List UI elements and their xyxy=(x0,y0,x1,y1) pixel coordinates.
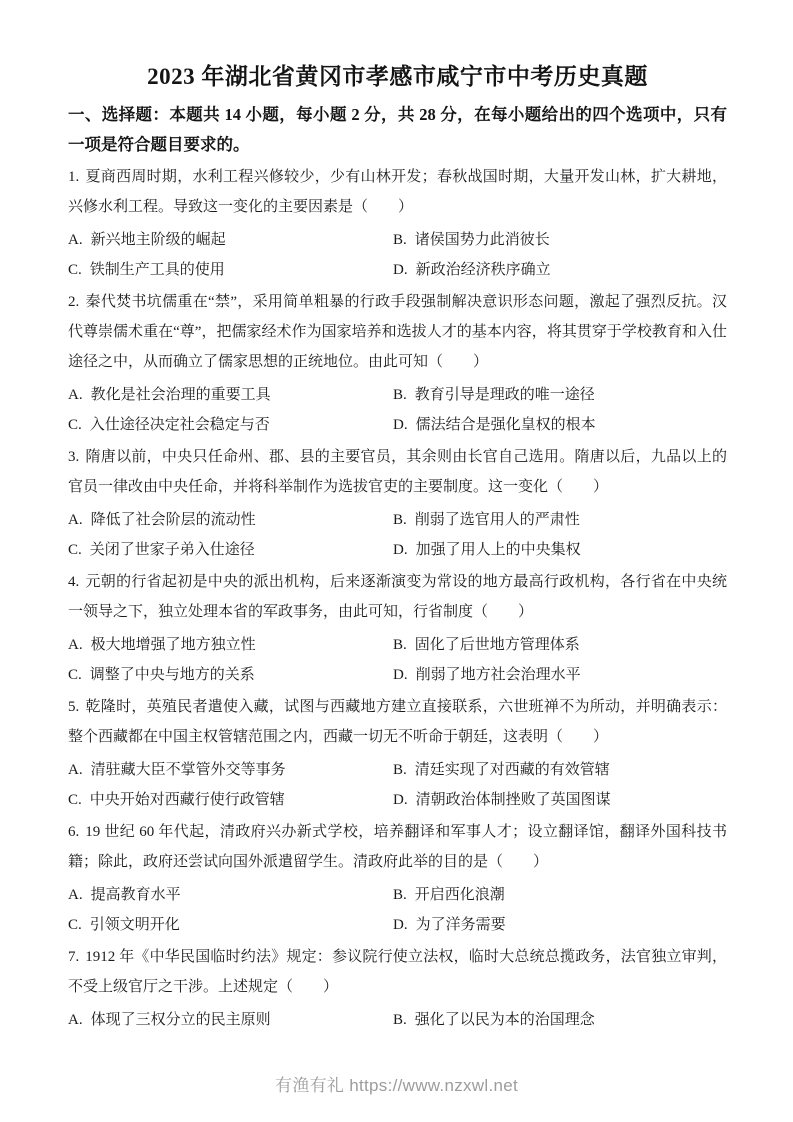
question-text xyxy=(68,567,727,627)
question-7 xyxy=(68,942,727,1035)
option-text: 关闭了世家子弟入仕途径 xyxy=(89,542,255,558)
option-text: 提高教育水平 xyxy=(90,887,181,903)
question-text xyxy=(68,442,727,502)
option-1a xyxy=(68,225,393,255)
option-text: 为了洋务需要 xyxy=(415,917,506,933)
option-text: 开启西化浪潮 xyxy=(414,887,505,903)
option-label: D. xyxy=(393,417,408,433)
option-label: D. xyxy=(393,917,408,933)
question-number: 5. xyxy=(68,699,80,715)
options-grid xyxy=(68,225,727,285)
option-label: A. xyxy=(68,387,83,403)
option-text: 降低了社会阶层的流动性 xyxy=(90,512,256,528)
option-4c xyxy=(68,660,393,690)
question-1 xyxy=(68,162,727,285)
option-text: 削弱了选官用人的严肃性 xyxy=(414,512,580,528)
option-text: 入仕途径决定社会稳定与否 xyxy=(89,417,270,433)
question-stem: 秦代焚书坑儒重在“禁”，采用简单粗暴的行政手段强制解决意识形态问题，激起了强烈反抗。汉代尊崇儒术重在“尊”，把儒家经术作为国家培养和选拔人才的基本内容，将其贯穿于学校教育和入仕途径之中，从而确立了儒家思想的正统地位。由此可知（ ） xyxy=(68,294,727,370)
question-number: 2. xyxy=(68,294,80,310)
option-3a xyxy=(68,505,393,535)
option-label: C. xyxy=(68,667,82,683)
option-7a xyxy=(68,1005,393,1035)
option-label: A. xyxy=(68,512,83,528)
option-3b xyxy=(393,505,727,535)
option-text: 中央开始对西藏行使行政管辖 xyxy=(89,792,285,808)
option-6c xyxy=(68,910,393,940)
options-grid xyxy=(68,380,727,440)
option-label: B. xyxy=(393,1012,407,1028)
option-3d xyxy=(393,535,727,565)
option-label: D. xyxy=(393,542,408,558)
option-label: B. xyxy=(393,762,407,778)
option-5a xyxy=(68,755,393,785)
option-label: B. xyxy=(393,387,407,403)
option-6d xyxy=(393,910,727,940)
option-label: A. xyxy=(68,887,83,903)
option-label: B. xyxy=(393,232,407,248)
question-stem: 元朝的行省起初是中央的派出机构，后来逐渐演变为常设的地方最高行政机构，各行省在中央统一领导之下，独立处理本省的军政事务，由此可知，行省制度（ ） xyxy=(68,574,727,620)
question-stem: 夏商西周时期，水利工程兴修较少，少有山林开发；春秋战国时期，大量开发山林，扩大耕地，兴修水利工程。导致这一变化的主要因素是（ ） xyxy=(68,169,727,215)
option-label: C. xyxy=(68,917,82,933)
option-label: D. xyxy=(393,262,408,278)
option-7b xyxy=(393,1005,727,1035)
option-text: 体现了三权分立的民主原则 xyxy=(90,1012,271,1028)
option-2b xyxy=(393,380,727,410)
option-5c xyxy=(68,785,393,815)
option-label: B. xyxy=(393,512,407,528)
option-2c xyxy=(68,410,393,440)
option-text: 清廷实现了对西藏的有效管辖 xyxy=(414,762,610,778)
question-3 xyxy=(68,442,727,565)
question-stem: 19 世纪 60 年代起，清政府兴办新式学校，培养翻译和军事人才；设立翻译馆，翻译外国科技书籍；除此，政府还尝试向国外派遣留学生。清政府此举的目的是（ ） xyxy=(68,824,727,870)
question-stem: 1912 年《中华民国临时约法》规定：参议院行使立法权，临时大总统总揽政务，法官独立审判，不受上级官厅之干涉。上述规定（ ） xyxy=(68,949,727,995)
option-6b xyxy=(393,880,727,910)
question-text xyxy=(68,817,727,877)
option-2d xyxy=(393,410,727,440)
option-2a xyxy=(68,380,393,410)
question-stem: 隋唐以前，中央只任命州、郡、县的主要官员，其余则由长官自己选用。隋唐以后，九品以上的官员一律改由中央任命，并将科举制作为选拔官吏的主要制度。这一变化（ ） xyxy=(68,449,727,495)
question-text xyxy=(68,287,727,377)
question-4 xyxy=(68,567,727,690)
footer-watermark: 有渔有礼 https://www.nzxwl.net xyxy=(274,1076,519,1095)
option-label: A. xyxy=(68,1012,83,1028)
question-number: 1. xyxy=(68,169,80,185)
option-3c xyxy=(68,535,393,565)
options-grid xyxy=(68,505,727,565)
option-4b xyxy=(393,630,727,660)
option-label: D. xyxy=(393,792,408,808)
option-text: 清驻藏大臣不掌管外交等事务 xyxy=(90,762,286,778)
option-label: A. xyxy=(68,637,83,653)
question-6 xyxy=(68,817,727,940)
question-number: 7. xyxy=(68,949,80,965)
question-5 xyxy=(68,692,727,815)
option-text: 新兴地主阶级的崛起 xyxy=(90,232,226,248)
option-label: B. xyxy=(393,637,407,653)
question-number: 3. xyxy=(68,449,80,465)
option-text: 调整了中央与地方的关系 xyxy=(89,667,255,683)
option-5d xyxy=(393,785,727,815)
option-text: 清朝政治体制挫败了英国图谋 xyxy=(415,792,611,808)
page-content xyxy=(68,0,727,1037)
option-text: 固化了后世地方管理体系 xyxy=(414,637,580,653)
option-text: 儒法结合是强化皇权的根本 xyxy=(415,417,596,433)
option-text: 加强了用人上的中央集权 xyxy=(415,542,581,558)
options-grid xyxy=(68,1005,727,1035)
question-text xyxy=(68,162,727,222)
option-text: 诸侯国势力此消彼长 xyxy=(414,232,550,248)
options-grid xyxy=(68,880,727,940)
question-2 xyxy=(68,287,727,440)
option-label: A. xyxy=(68,762,83,778)
question-text xyxy=(68,942,727,1002)
option-label: C. xyxy=(68,542,82,558)
options-grid xyxy=(68,630,727,690)
option-6a xyxy=(68,880,393,910)
section-instructions: 一、选择题：本题共 14 小题，每小题 2 分，共 28 分，在每小题给出的四个选项中，只有一项是符合题目要求的。 xyxy=(68,105,727,154)
option-text: 教育引导是理政的唯一途径 xyxy=(414,387,595,403)
option-1d xyxy=(393,255,727,285)
option-label: C. xyxy=(68,262,82,278)
question-number: 4. xyxy=(68,574,80,590)
option-text: 引领文明开化 xyxy=(89,917,180,933)
option-label: A. xyxy=(68,232,83,248)
option-label: B. xyxy=(393,887,407,903)
option-label: C. xyxy=(68,792,82,808)
option-4a xyxy=(68,630,393,660)
option-text: 新政治经济秩序确立 xyxy=(415,262,551,278)
option-label: D. xyxy=(393,667,408,683)
option-text: 强化了以民为本的治国理念 xyxy=(414,1012,595,1028)
options-grid xyxy=(68,755,727,815)
option-text: 铁制生产工具的使用 xyxy=(89,262,225,278)
question-stem: 乾隆时，英殖民者遣使入藏，试图与西藏地方建立直接联系，六世班禅不为所动，并明确表示：整个西藏都在中国主权管辖范围之内，西藏一切无不听命于朝廷，这表明（ ） xyxy=(68,699,727,745)
page-title: 2023 年湖北省黄冈市孝感市咸宁市中考历史真题 xyxy=(147,64,648,89)
option-text: 教化是社会治理的重要工具 xyxy=(90,387,271,403)
question-number: 6. xyxy=(68,824,80,840)
option-4d xyxy=(393,660,727,690)
option-5b xyxy=(393,755,727,785)
option-text: 极大地增强了地方独立性 xyxy=(90,637,256,653)
option-label: C. xyxy=(68,417,82,433)
option-1c xyxy=(68,255,393,285)
question-text xyxy=(68,692,727,752)
option-1b xyxy=(393,225,727,255)
option-text: 削弱了地方社会治理水平 xyxy=(415,667,581,683)
